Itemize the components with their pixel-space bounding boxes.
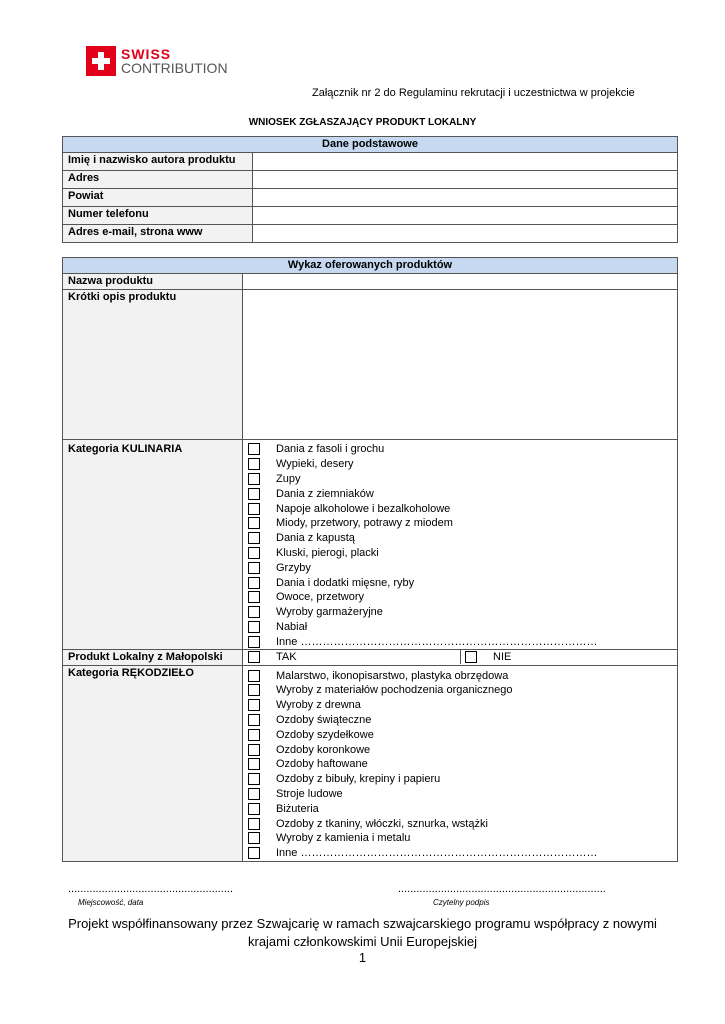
option-label: Wyroby z drewna [276, 699, 361, 712]
logo-line2: CONTRIBUTION [121, 60, 228, 76]
option-label: Wyroby garmażeryjne [276, 606, 383, 619]
list-item [248, 831, 672, 846]
author-name-field[interactable] [253, 153, 678, 171]
address-field[interactable] [253, 171, 678, 189]
option-checkbox[interactable] [248, 562, 260, 574]
list-item [248, 698, 672, 713]
option-checkbox[interactable] [248, 714, 260, 726]
option-checkbox[interactable] [248, 803, 260, 815]
option-label: Ozdoby haftowane [276, 758, 368, 771]
table-row [63, 207, 678, 225]
option-checkbox[interactable] [248, 621, 260, 633]
option-checkbox[interactable] [248, 847, 260, 859]
list-item [248, 846, 672, 861]
local-product-label: Produkt Lokalny z Małopolski [63, 650, 243, 666]
option-checkbox[interactable] [248, 699, 260, 711]
swiss-contribution-logo [86, 45, 228, 77]
option-label: Kluski, pierogi, placki [276, 546, 379, 559]
option-checkbox[interactable] [248, 458, 260, 470]
field-label: Adres e-mail, strona www [63, 225, 253, 243]
option-label: Dania z fasoli i grochu [276, 443, 385, 456]
option-checkbox[interactable] [248, 684, 260, 696]
list-item [248, 757, 672, 772]
phone-field[interactable] [253, 207, 678, 225]
option-checkbox[interactable] [248, 758, 260, 770]
local-yes-label: TAK [276, 651, 297, 664]
option-checkbox[interactable] [248, 832, 260, 844]
option-label: Grzyby [276, 561, 311, 574]
option-checkbox[interactable] [248, 547, 260, 559]
product-description-field[interactable] [243, 290, 678, 440]
annex-note: Załącznik nr 2 do Regulaminu rekrutacji i uczestnictwa w projekcie [312, 87, 635, 99]
list-item [248, 787, 672, 802]
table-row [63, 153, 678, 171]
option-checkbox[interactable] [248, 606, 260, 618]
option-checkbox[interactable] [248, 473, 260, 485]
list-item [248, 742, 672, 757]
culinary-category-label: Kategoria KULINARIA [63, 440, 243, 650]
page-number: 1 [358, 950, 367, 965]
list-item [248, 634, 672, 649]
option-checkbox[interactable] [248, 744, 260, 756]
option-checkbox[interactable] [248, 517, 260, 529]
option-checkbox[interactable] [248, 636, 260, 648]
email-www-field[interactable] [253, 225, 678, 243]
list-item [248, 816, 672, 831]
option-label: Inne ……………………………………………………………………… [276, 847, 598, 860]
local-no-checkbox[interactable] [465, 651, 477, 663]
table-row [63, 440, 678, 650]
list-item [248, 472, 672, 487]
option-label: Ozdoby z tkaniny, włóczki, sznurka, wstążki [276, 817, 488, 830]
funding-note-line1: Projekt współfinansowany przez Szwajcarię w ramach szwajcarskiego programu współpracy z nowymi [68, 916, 657, 931]
option-label: Ozdoby z bibuły, krepiny i papieru [276, 773, 441, 786]
basic-data-header: Dane podstawowe [63, 137, 678, 153]
field-label: Numer telefonu [63, 207, 253, 225]
table-row [63, 290, 678, 440]
option-checkbox[interactable] [248, 532, 260, 544]
table-row [63, 274, 678, 290]
list-item [248, 727, 672, 742]
option-label: Wyroby z kamienia i metalu [276, 832, 411, 845]
list-item [248, 801, 672, 816]
products-table [62, 257, 678, 862]
option-checkbox[interactable] [248, 503, 260, 515]
list-item [248, 683, 672, 698]
list-item [248, 668, 672, 683]
local-no-label: NIE [493, 651, 512, 664]
option-checkbox[interactable] [248, 443, 260, 455]
option-label: Owoce, przetwory [276, 591, 365, 604]
option-label: Zupy [276, 472, 301, 485]
option-checkbox[interactable] [248, 729, 260, 741]
list-item [248, 560, 672, 575]
field-label: Adres [63, 171, 253, 189]
table-row [63, 225, 678, 243]
list-item [248, 442, 672, 457]
list-item [248, 516, 672, 531]
logo-line1: SWISS [121, 46, 172, 62]
option-checkbox[interactable] [248, 670, 260, 682]
list-item [248, 605, 672, 620]
option-label: Stroje ludowe [276, 787, 343, 800]
option-label: Dania z ziemniaków [276, 487, 374, 500]
option-checkbox[interactable] [248, 818, 260, 830]
funding-note [0, 915, 725, 951]
place-date-line: ...................................................... [68, 883, 234, 895]
table-row [63, 189, 678, 207]
place-date-label: Miejscowość, data [78, 898, 144, 907]
option-label: Inne ……………………………………………………………………… [276, 635, 598, 648]
option-checkbox[interactable] [248, 788, 260, 800]
list-item [248, 546, 672, 561]
option-label: Malarstwo, ikonopisarstwo, plastyka obrzędowa [276, 669, 509, 682]
list-item [248, 531, 672, 546]
products-header: Wykaz oferowanych produktów [63, 258, 678, 274]
local-yes-checkbox[interactable] [248, 651, 260, 663]
basic-data-table [62, 136, 678, 243]
county-field[interactable] [253, 189, 678, 207]
option-label: Miody, przetwory, potrawy z miodem [276, 517, 453, 530]
option-label: Ozdoby szydełkowe [276, 728, 374, 741]
option-label: Napoje alkoholowe i bezalkoholowe [276, 502, 451, 515]
culinary-options [243, 440, 678, 650]
option-label: Wypieki, desery [276, 458, 354, 471]
table-row [63, 650, 678, 666]
list-item [248, 590, 672, 605]
option-label: Dania z kapustą [276, 532, 355, 545]
table-row [63, 666, 678, 861]
list-item [248, 501, 672, 516]
option-label: Nabiał [276, 620, 308, 633]
signature-line: .................................................................... [398, 883, 606, 895]
list-item [248, 713, 672, 728]
option-checkbox[interactable] [248, 773, 260, 785]
field-label: Imię i nazwisko autora produktu [63, 153, 253, 171]
option-label: Biżuteria [276, 802, 319, 815]
craft-category-label: Kategoria RĘKODZIEŁO [63, 666, 243, 861]
list-item [248, 772, 672, 787]
option-label: Wyroby z materiałów pochodzenia organicznego [276, 684, 513, 697]
product-name-field[interactable] [243, 274, 678, 290]
list-item [248, 457, 672, 472]
document-title: WNIOSEK ZGŁASZAJĄCY PRODUKT LOKALNY [248, 117, 477, 128]
table-row [63, 171, 678, 189]
option-label: Dania i dodatki mięsne, ryby [276, 576, 415, 589]
local-product-options [243, 650, 678, 666]
list-item [248, 620, 672, 635]
list-item [248, 575, 672, 590]
option-checkbox[interactable] [248, 488, 260, 500]
field-label: Powiat [63, 189, 253, 207]
signature-label: Czytelny podpis [433, 898, 490, 907]
option-checkbox[interactable] [248, 577, 260, 589]
product-name-label: Nazwa produktu [63, 274, 243, 290]
swiss-cross-icon [86, 46, 116, 76]
option-checkbox[interactable] [248, 591, 260, 603]
list-item [248, 486, 672, 501]
product-description-label: Krótki opis produktu [63, 290, 243, 440]
option-label: Ozdoby koronkowe [276, 743, 371, 756]
funding-note-line2: krajami członkowskimi Unii Europejskiej [247, 934, 477, 949]
option-label: Ozdoby świąteczne [276, 713, 372, 726]
craft-options [243, 666, 678, 861]
